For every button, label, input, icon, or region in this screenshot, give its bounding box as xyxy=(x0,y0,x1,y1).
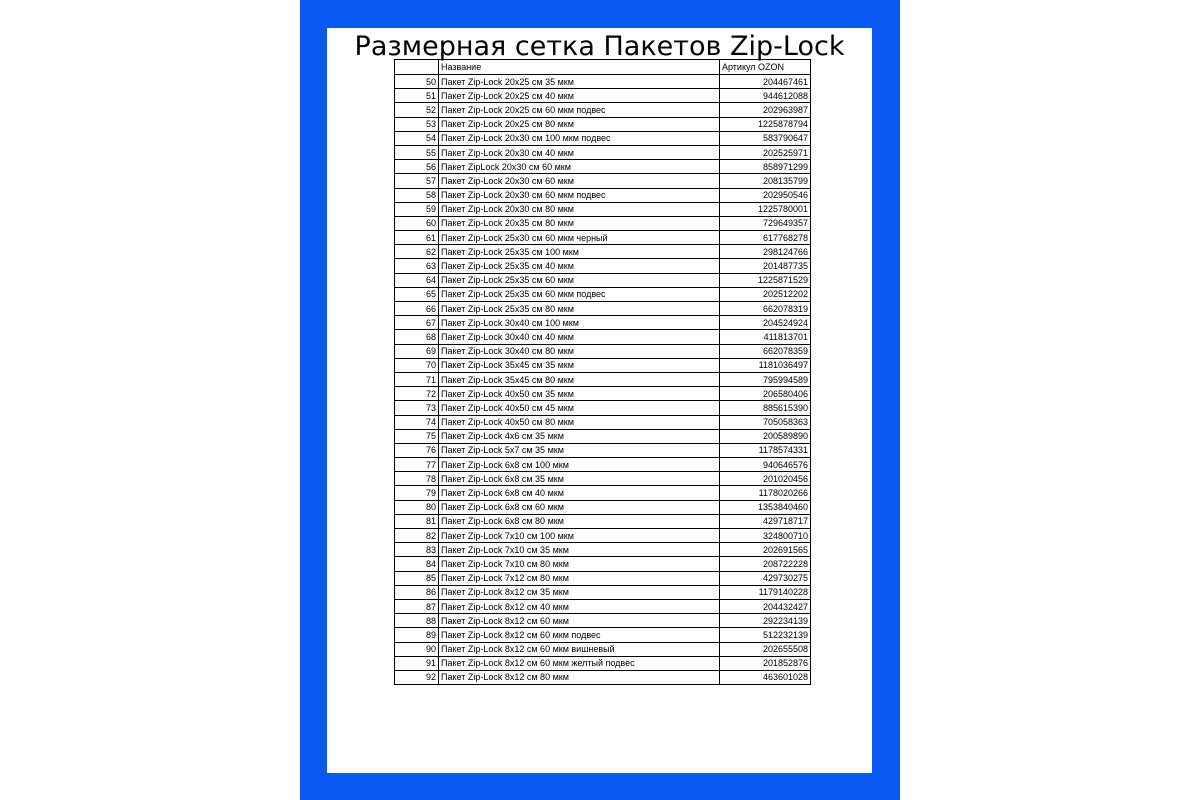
product-name: Пакет Zip-Lock 35x45 см 80 мкм xyxy=(439,372,720,386)
ozon-article: 202655508 xyxy=(720,642,811,656)
ozon-article: 1225871529 xyxy=(720,273,811,287)
ozon-article: 617768278 xyxy=(720,231,811,245)
row-number: 75 xyxy=(395,429,439,443)
table-row xyxy=(395,273,811,287)
row-number: 79 xyxy=(395,486,439,500)
row-number: 65 xyxy=(395,287,439,301)
table-row xyxy=(395,458,811,472)
row-number: 86 xyxy=(395,585,439,599)
document-title: Размерная сетка Пакетов Zip-Lock xyxy=(354,31,845,62)
ozon-article: 463601028 xyxy=(720,670,811,684)
row-number: 90 xyxy=(395,642,439,656)
product-name: Пакет Zip-Lock 30x40 см 100 мкм xyxy=(439,316,720,330)
table-row xyxy=(395,216,811,230)
product-name: Пакет Zip-Lock 8x12 см 60 мкм xyxy=(439,614,720,628)
ozon-article: 201020456 xyxy=(720,472,811,486)
product-name: Пакет Zip-Lock 4x6 см 35 мкм xyxy=(439,429,720,443)
ozon-article: 202963987 xyxy=(720,103,811,117)
table-row xyxy=(395,287,811,301)
table-row xyxy=(395,344,811,358)
product-name: Пакет Zip-Lock 25x35 см 60 мкм подвес xyxy=(439,287,720,301)
product-name: Пакет Zip-Lock 7x10 см 80 мкм xyxy=(439,557,720,571)
header-name: Название xyxy=(439,60,720,75)
table-row xyxy=(395,529,811,543)
product-name: Пакет Zip-Lock 20x25 см 80 мкм xyxy=(439,117,720,131)
product-name: Пакет Zip-Lock 6x8 см 60 мкм xyxy=(439,500,720,514)
table-row xyxy=(395,372,811,386)
row-number: 50 xyxy=(395,75,439,89)
product-name: Пакет Zip-Lock 8x12 см 60 мкм подвес xyxy=(439,628,720,642)
ozon-article: 1353840460 xyxy=(720,500,811,514)
row-number: 66 xyxy=(395,302,439,316)
ozon-article: 202950546 xyxy=(720,188,811,202)
row-number: 55 xyxy=(395,145,439,159)
product-name: Пакет Zip-Lock 40x50 см 35 мкм xyxy=(439,387,720,401)
product-name: Пакет Zip-Lock 8x12 см 35 мкм xyxy=(439,585,720,599)
ozon-article: 858971299 xyxy=(720,160,811,174)
row-number: 53 xyxy=(395,117,439,131)
row-number: 58 xyxy=(395,188,439,202)
row-number: 71 xyxy=(395,372,439,386)
product-name: Пакет Zip-Lock 20x35 см 80 мкм xyxy=(439,216,720,230)
table-row xyxy=(395,103,811,117)
row-number: 83 xyxy=(395,543,439,557)
row-number: 69 xyxy=(395,344,439,358)
table-row xyxy=(395,599,811,613)
table-row xyxy=(395,642,811,656)
table-row xyxy=(395,75,811,89)
ozon-article: 204467461 xyxy=(720,75,811,89)
product-name: Пакет Zip-Lock 6x8 см 40 мкм xyxy=(439,486,720,500)
ozon-article: 885615390 xyxy=(720,401,811,415)
table-row xyxy=(395,486,811,500)
table-row xyxy=(395,202,811,216)
row-number: 64 xyxy=(395,273,439,287)
row-number: 70 xyxy=(395,358,439,372)
ozon-article: 729649357 xyxy=(720,216,811,230)
ozon-article: 1181036497 xyxy=(720,358,811,372)
row-number: 85 xyxy=(395,571,439,585)
table-row xyxy=(395,628,811,642)
ozon-article: 201487735 xyxy=(720,259,811,273)
row-number: 77 xyxy=(395,458,439,472)
row-number: 88 xyxy=(395,614,439,628)
ozon-article: 1178020266 xyxy=(720,486,811,500)
product-name: Пакет ZipLock 20x30 см 60 мкм xyxy=(439,160,720,174)
table-row xyxy=(395,174,811,188)
product-name: Пакет Zip-Lock 20x25 см 35 мкм xyxy=(439,75,720,89)
product-name: Пакет Zip-Lock 20x30 см 40 мкм xyxy=(439,145,720,159)
product-name: Пакет Zip-Lock 6x8 см 100 мкм xyxy=(439,458,720,472)
row-number: 68 xyxy=(395,330,439,344)
ozon-article: 206580406 xyxy=(720,387,811,401)
table-row xyxy=(395,472,811,486)
table-row xyxy=(395,131,811,145)
table-row xyxy=(395,231,811,245)
product-name: Пакет Zip-Lock 30x40 см 40 мкм xyxy=(439,330,720,344)
ozon-article: 1225780001 xyxy=(720,202,811,216)
product-name: Пакет Zip-Lock 35x45 см 35 мкм xyxy=(439,358,720,372)
table-row xyxy=(395,117,811,131)
row-number: 87 xyxy=(395,599,439,613)
ozon-article: 202525971 xyxy=(720,145,811,159)
row-number: 76 xyxy=(395,443,439,457)
row-number: 72 xyxy=(395,387,439,401)
ozon-article: 429730275 xyxy=(720,571,811,585)
ozon-article: 292234139 xyxy=(720,614,811,628)
table-row xyxy=(395,188,811,202)
product-name: Пакет Zip-Lock 7x10 см 100 мкм xyxy=(439,529,720,543)
header-number xyxy=(395,60,439,75)
row-number: 84 xyxy=(395,557,439,571)
table-row xyxy=(395,89,811,103)
product-name: Пакет Zip-Lock 20x30 см 80 мкм xyxy=(439,202,720,216)
row-number: 52 xyxy=(395,103,439,117)
ozon-article: 298124766 xyxy=(720,245,811,259)
row-number: 63 xyxy=(395,259,439,273)
product-name: Пакет Zip-Lock 7x10 см 35 мкм xyxy=(439,543,720,557)
ozon-article: 204524924 xyxy=(720,316,811,330)
header-article: Артикул OZON xyxy=(720,60,811,75)
table-row xyxy=(395,145,811,159)
ozon-article: 1179140228 xyxy=(720,585,811,599)
product-name: Пакет Zip-Lock 30x40 см 80 мкм xyxy=(439,344,720,358)
row-number: 57 xyxy=(395,174,439,188)
table-row xyxy=(395,571,811,585)
product-name: Пакет Zip-Lock 6x8 см 80 мкм xyxy=(439,514,720,528)
table-row xyxy=(395,429,811,443)
product-name: Пакет Zip-Lock 8x12 см 80 мкм xyxy=(439,670,720,684)
ozon-article: 204432427 xyxy=(720,599,811,613)
ozon-article: 1178574331 xyxy=(720,443,811,457)
table-row xyxy=(395,259,811,273)
row-number: 59 xyxy=(395,202,439,216)
table-row xyxy=(395,514,811,528)
row-number: 78 xyxy=(395,472,439,486)
ozon-article: 1225878794 xyxy=(720,117,811,131)
row-number: 80 xyxy=(395,500,439,514)
ozon-article: 200589890 xyxy=(720,429,811,443)
row-number: 81 xyxy=(395,514,439,528)
ozon-article: 201852876 xyxy=(720,656,811,670)
table-row xyxy=(395,614,811,628)
row-number: 92 xyxy=(395,670,439,684)
table-header xyxy=(395,60,811,75)
header-row xyxy=(395,60,811,75)
table-row xyxy=(395,330,811,344)
table-row xyxy=(395,245,811,259)
ozon-article: 662078359 xyxy=(720,344,811,358)
ozon-article: 944612088 xyxy=(720,89,811,103)
row-number: 60 xyxy=(395,216,439,230)
row-number: 91 xyxy=(395,656,439,670)
row-number: 51 xyxy=(395,89,439,103)
row-number: 54 xyxy=(395,131,439,145)
row-number: 61 xyxy=(395,231,439,245)
table-row xyxy=(395,543,811,557)
product-name: Пакет Zip-Lock 40x50 см 80 мкм xyxy=(439,415,720,429)
table-row xyxy=(395,415,811,429)
ozon-article: 662078319 xyxy=(720,302,811,316)
table-row xyxy=(395,302,811,316)
row-number: 73 xyxy=(395,401,439,415)
product-name: Пакет Zip-Lock 40x50 см 45 мкм xyxy=(439,401,720,415)
table-row xyxy=(395,443,811,457)
product-name: Пакет Zip-Lock 20x30 см 60 мкм xyxy=(439,174,720,188)
table-row xyxy=(395,387,811,401)
table-row xyxy=(395,656,811,670)
ozon-article: 202512202 xyxy=(720,287,811,301)
ozon-article: 411813701 xyxy=(720,330,811,344)
product-name: Пакет Zip-Lock 6x8 см 35 мкм xyxy=(439,472,720,486)
ozon-article: 202691565 xyxy=(720,543,811,557)
product-name: Пакет Zip-Lock 5x7 см 35 мкм xyxy=(439,443,720,457)
product-name: Пакет Zip-Lock 20x30 см 100 мкм подвес xyxy=(439,131,720,145)
product-name: Пакет Zip-Lock 20x30 см 60 мкм подвес xyxy=(439,188,720,202)
size-table xyxy=(394,59,811,685)
product-name: Пакет Zip-Lock 8x12 см 60 мкм вишневый xyxy=(439,642,720,656)
ozon-article: 324800710 xyxy=(720,529,811,543)
row-number: 67 xyxy=(395,316,439,330)
product-name: Пакет Zip-Lock 8x12 см 60 мкм желтый подвес xyxy=(439,656,720,670)
product-name: Пакет Zip-Lock 25x35 см 100 мкм xyxy=(439,245,720,259)
ozon-article: 795994589 xyxy=(720,372,811,386)
product-name: Пакет Zip-Lock 25x35 см 60 мкм xyxy=(439,273,720,287)
product-name: Пакет Zip-Lock 25x35 см 40 мкм xyxy=(439,259,720,273)
table-row xyxy=(395,670,811,684)
product-name: Пакет Zip-Lock 8x12 см 40 мкм xyxy=(439,599,720,613)
ozon-article: 940646576 xyxy=(720,458,811,472)
ozon-article: 429718717 xyxy=(720,514,811,528)
row-number: 62 xyxy=(395,245,439,259)
row-number: 74 xyxy=(395,415,439,429)
ozon-article: 512232139 xyxy=(720,628,811,642)
row-number: 82 xyxy=(395,529,439,543)
product-name: Пакет Zip-Lock 25x35 см 80 мкм xyxy=(439,302,720,316)
table-row xyxy=(395,557,811,571)
row-number: 56 xyxy=(395,160,439,174)
ozon-article: 208722228 xyxy=(720,557,811,571)
table-row xyxy=(395,316,811,330)
table-row xyxy=(395,401,811,415)
ozon-article: 208135799 xyxy=(720,174,811,188)
product-name: Пакет Zip-Lock 7x12 см 80 мкм xyxy=(439,571,720,585)
table-row xyxy=(395,585,811,599)
ozon-article: 583790647 xyxy=(720,131,811,145)
table-body xyxy=(395,75,811,685)
table-row xyxy=(395,160,811,174)
product-name: Пакет Zip-Lock 25x30 см 60 мкм черный xyxy=(439,231,720,245)
product-name: Пакет Zip-Lock 20x25 см 60 мкм подвес xyxy=(439,103,720,117)
table-row xyxy=(395,500,811,514)
row-number: 89 xyxy=(395,628,439,642)
table-row xyxy=(395,358,811,372)
ozon-article: 705058363 xyxy=(720,415,811,429)
product-name: Пакет Zip-Lock 20x25 см 40 мкм xyxy=(439,89,720,103)
